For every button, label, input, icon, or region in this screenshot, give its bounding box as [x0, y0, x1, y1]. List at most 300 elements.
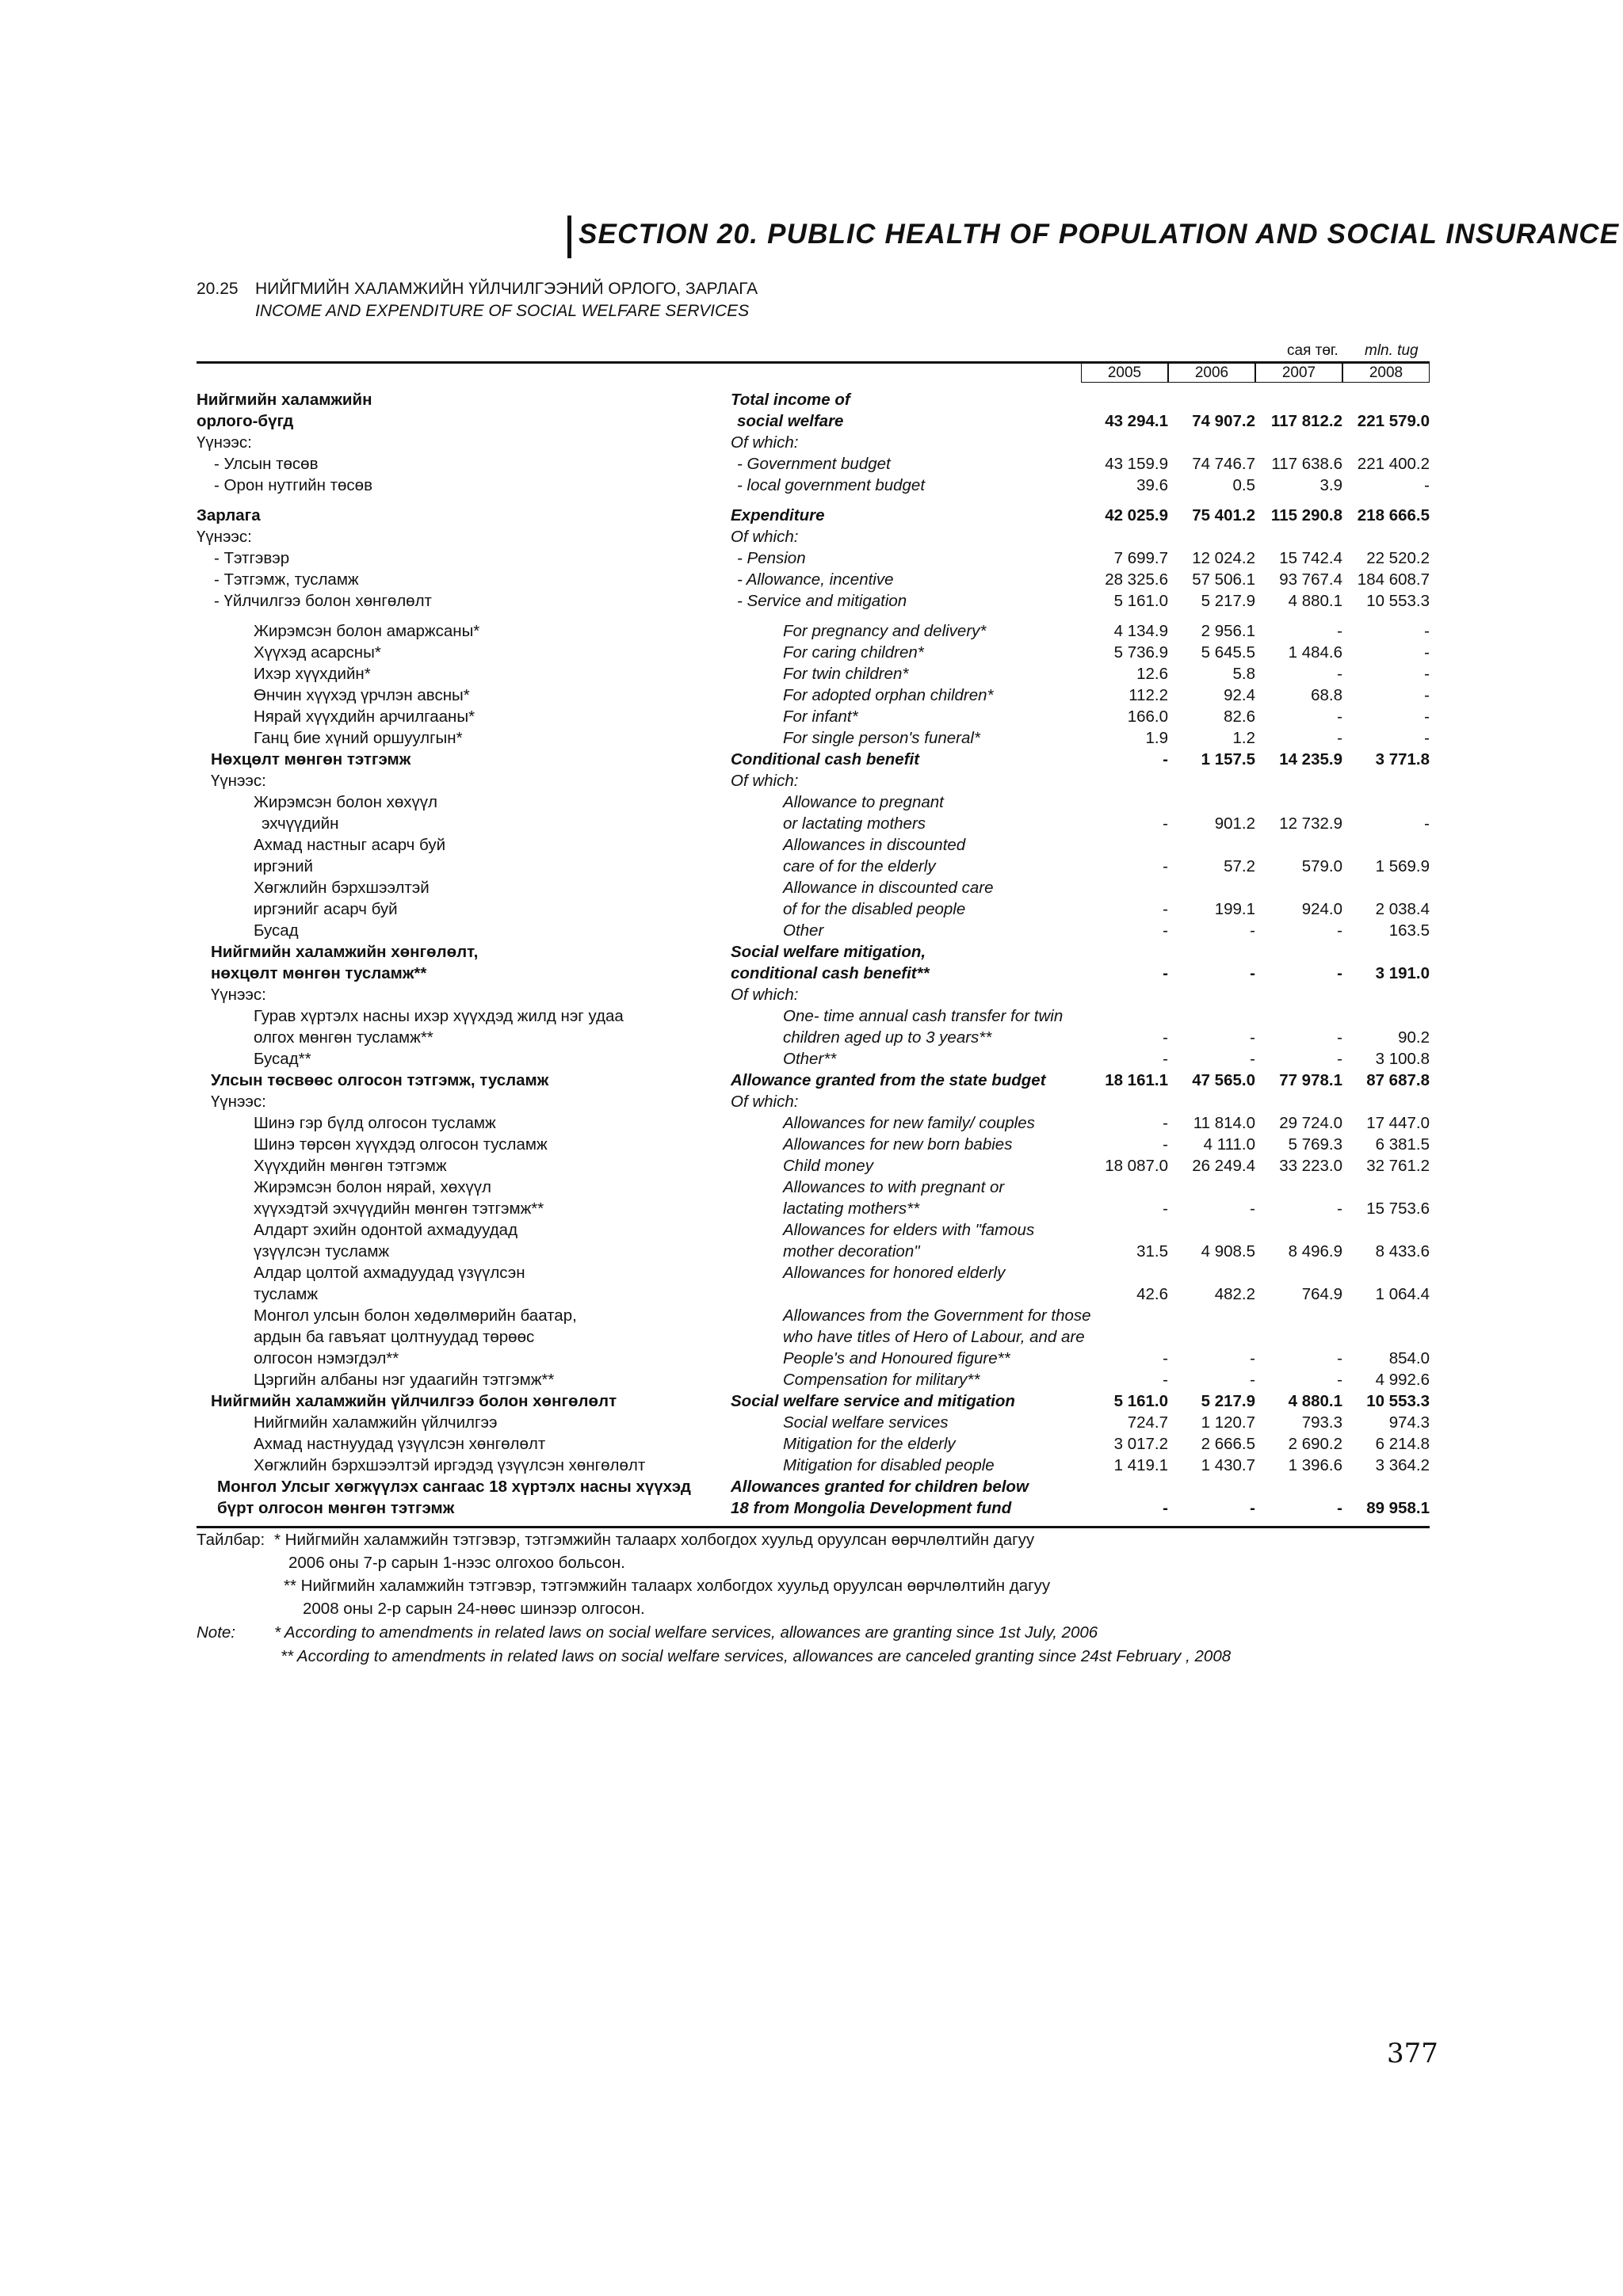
footnote-mn-1-cont: 2006 оны 7-р сарын 1-нээс олгохоо больсон. [288, 1554, 625, 1572]
value-cell-2008: 90.2 [1398, 1028, 1430, 1047]
row-label-mn: - Улсын төсөв [214, 455, 319, 473]
value-cell-2008: 15 753.6 [1366, 1199, 1430, 1218]
row-label-en: care of for the elderly [783, 857, 936, 875]
value-cell-2007: 4 880.1 [1288, 592, 1342, 610]
footnote-label-mn: Тайлбар: [197, 1531, 265, 1549]
value-cell-2005: 5 161.0 [1113, 592, 1168, 610]
value-cell-2008: 32 761.2 [1366, 1157, 1430, 1175]
year-header-cell: 2006 [1168, 364, 1255, 383]
value-cell-2007: 68.8 [1311, 686, 1342, 704]
table-row [0, 663, 1623, 685]
table-row [0, 706, 1623, 727]
value-cell-2007: 8 496.9 [1288, 1242, 1342, 1261]
value-cell-2008: 22 520.2 [1366, 549, 1430, 567]
row-label-en: Social welfare service and mitigation [731, 1392, 1015, 1410]
table-row [0, 749, 1623, 770]
table-number: 20.25 [197, 280, 239, 298]
value-cell-2005: 43 294.1 [1105, 412, 1168, 430]
row-label-mn: Жирэмсэн болон хөхүүл [254, 793, 437, 811]
row-label-mn: Монгол Улсыг хөгжүүлэх сангаас 18 хүртэлх насны хүүхэд [217, 1478, 691, 1496]
table-row [0, 1027, 1623, 1048]
table-row [0, 941, 1623, 963]
value-cell-2008: 3 364.2 [1375, 1456, 1430, 1474]
value-cell-2008: 3 100.8 [1375, 1050, 1430, 1068]
value-cell-2005: 1 419.1 [1113, 1456, 1168, 1474]
value-cell-2006: 4 908.5 [1201, 1242, 1255, 1261]
row-label-en: Allowances for new family/ couples [783, 1114, 1035, 1132]
value-cell-2006: 74 746.7 [1192, 455, 1255, 473]
table-row [0, 1497, 1623, 1519]
row-label-en: Social welfare services [783, 1413, 949, 1432]
year-header-cell: 2008 [1342, 364, 1430, 383]
row-label-en: Compensation for military** [783, 1371, 980, 1389]
row-label-mn: тусламж [254, 1285, 319, 1303]
row-label-en: who have titles of Hero of Labour, and are [783, 1328, 1085, 1346]
row-label-mn: Гурав хүртэлх насны ихэр хүүхдэд жилд нэг удаа [254, 1007, 624, 1025]
value-cell-2008: - [1424, 643, 1430, 662]
row-label-mn: олгосон нэмэгдэл** [254, 1349, 399, 1367]
row-label-en: Allowance in discounted care [783, 879, 994, 897]
value-cell-2007: 117 812.2 [1270, 412, 1342, 430]
value-cell-2006: 199.1 [1214, 900, 1255, 918]
row-label-mn: Өнчин хүүхэд үрчлэн авсны* [254, 686, 470, 704]
value-cell-2007: 93 767.4 [1279, 570, 1342, 589]
row-label-en: Allowances for new born babies [783, 1135, 1013, 1154]
value-cell-2007: 579.0 [1301, 857, 1342, 875]
table-row [0, 1476, 1623, 1497]
row-label-mn: - Орон нутгийн төсөв [214, 476, 372, 494]
table-row [0, 1433, 1623, 1455]
footnote-mn-2: ** Нийгмийн халамжийн тэтгэвэр, тэтгэмжийн талаарх холбогдох хуульд оруулсан өөрчлөлтийн дагуу [284, 1577, 1051, 1595]
row-label-mn: орлого-бүгд [197, 412, 294, 430]
value-cell-2005: - [1163, 1028, 1168, 1047]
table-row [0, 1283, 1623, 1305]
table-row [0, 642, 1623, 663]
value-cell-2006: 11 814.0 [1193, 1114, 1255, 1132]
value-cell-2006: 75 401.2 [1192, 506, 1255, 524]
table-row [0, 410, 1623, 432]
value-cell-2008: 3 771.8 [1375, 750, 1430, 769]
row-label-mn: олгох мөнгөн тусламж** [254, 1028, 433, 1047]
value-cell-2006: 4 111.0 [1203, 1135, 1255, 1154]
value-cell-2006: 1.2 [1232, 729, 1255, 747]
table-row [0, 1305, 1623, 1326]
row-label-en: For adopted orphan children* [783, 686, 994, 704]
value-cell-2007: - [1337, 921, 1342, 940]
value-cell-2005: - [1163, 1371, 1168, 1389]
row-label-mn: Нярай хүүхдийн арчилгааны* [254, 707, 475, 726]
value-cell-2008: 10 553.3 [1366, 592, 1430, 610]
row-label-mn: Бусад** [254, 1050, 311, 1068]
row-label-en: For single person's funeral* [783, 729, 980, 747]
value-cell-2007: - [1337, 1349, 1342, 1367]
row-label-en: - Service and mitigation [737, 592, 907, 610]
table-row [0, 898, 1623, 920]
value-cell-2006: 5 645.5 [1201, 643, 1255, 662]
row-label-en: For pregnancy and delivery* [783, 622, 987, 640]
value-cell-2005: - [1163, 857, 1168, 875]
table-row [0, 526, 1623, 547]
value-cell-2005: 18 087.0 [1105, 1157, 1168, 1175]
row-label-en: Other [783, 921, 824, 940]
value-cell-2007: - [1337, 707, 1342, 726]
row-label-mn: Хүүхэд асарсны* [254, 643, 381, 662]
value-cell-2007: - [1337, 1371, 1342, 1389]
value-cell-2006: 2 956.1 [1201, 622, 1255, 640]
value-cell-2006: 5 217.9 [1201, 1392, 1255, 1410]
row-label-en: Of which: [731, 433, 799, 452]
value-cell-2008: 6 214.8 [1375, 1435, 1430, 1453]
row-label-mn: Үүнээс: [211, 986, 266, 1004]
value-cell-2007: 29 724.0 [1279, 1114, 1342, 1132]
value-cell-2006: - [1250, 1499, 1255, 1517]
value-cell-2008: 87 687.8 [1366, 1071, 1430, 1089]
row-label-en: Conditional cash benefit [731, 750, 920, 769]
row-label-mn: Бусад [254, 921, 299, 940]
value-cell-2005: 3 017.2 [1113, 1435, 1168, 1453]
table-row [0, 877, 1623, 898]
table-row [0, 590, 1623, 612]
value-cell-2007: 77 978.1 [1279, 1071, 1342, 1089]
row-label-mn: Нөхцөлт мөнгөн тэтгэмж [211, 750, 411, 769]
value-cell-2005: 28 325.6 [1105, 570, 1168, 589]
value-cell-2007: 14 235.9 [1279, 750, 1342, 769]
row-label-en: Allowances in discounted [783, 836, 966, 854]
table-row [0, 1348, 1623, 1369]
value-cell-2007: - [1337, 1028, 1342, 1047]
row-label-mn: Үүнээс: [211, 1093, 266, 1111]
row-label-en: lactating mothers** [783, 1199, 920, 1218]
row-label-en: 18 from Mongolia Development fund [731, 1499, 1012, 1517]
value-cell-2005: 7 699.7 [1113, 549, 1168, 567]
table-title-mn: НИЙГМИЙН ХАЛАМЖИЙН ҮЙЛЧИЛГЭЭНИЙ ОРЛОГО, ЗАРЛАГА [255, 280, 758, 298]
value-cell-2007: - [1337, 665, 1342, 683]
value-cell-2008: 218 666.5 [1357, 506, 1430, 524]
footnote-label-en: Note: [197, 1623, 235, 1642]
table-row [0, 920, 1623, 941]
row-label-mn: Улсын төсвөөс олгосон тэтгэмж, тусламж [211, 1071, 549, 1089]
table-row [0, 1390, 1623, 1412]
value-cell-2005: 42.6 [1136, 1285, 1168, 1303]
value-cell-2006: 5 217.9 [1201, 592, 1255, 610]
value-cell-2006: - [1250, 1371, 1255, 1389]
value-cell-2005: 42 025.9 [1105, 506, 1168, 524]
value-cell-2005: 5 161.0 [1113, 1392, 1168, 1410]
value-cell-2008: 1 064.4 [1375, 1285, 1430, 1303]
row-label-en: - Pension [737, 549, 806, 567]
value-cell-2007: - [1337, 1050, 1342, 1068]
row-label-mn: Нийгмийн халамжийн үйлчилгээ болон хөнгөлөлт [211, 1392, 617, 1410]
row-label-en: - Government budget [737, 455, 891, 473]
value-cell-2008: 1 569.9 [1375, 857, 1430, 875]
value-cell-2007: - [1337, 729, 1342, 747]
value-cell-2007: 2 690.2 [1288, 1435, 1342, 1453]
row-label-mn: Нийгмийн халамжийн [197, 391, 372, 409]
table-bottom-rule [197, 1526, 1430, 1528]
value-cell-2008: 6 381.5 [1375, 1135, 1430, 1154]
value-cell-2006: 92.4 [1224, 686, 1255, 704]
value-cell-2005: - [1163, 750, 1168, 769]
value-cell-2008: 4 992.6 [1375, 1371, 1430, 1389]
table-row [0, 685, 1623, 706]
value-cell-2006: - [1250, 1349, 1255, 1367]
value-cell-2006: 482.2 [1214, 1285, 1255, 1303]
table-row [0, 569, 1623, 590]
footnote-mn-2-cont: 2008 оны 2-р сарын 24-нөөс шинээр олгосон. [303, 1600, 645, 1618]
value-cell-2006: 5.8 [1232, 665, 1255, 683]
row-label-mn: - Тэтгэмж, тусламж [214, 570, 359, 589]
row-label-mn: Үүнээс: [197, 433, 252, 452]
row-label-en: People's and Honoured figure** [783, 1349, 1010, 1367]
value-cell-2006: - [1250, 1050, 1255, 1068]
value-cell-2005: - [1163, 964, 1168, 982]
value-cell-2005: - [1163, 1114, 1168, 1132]
value-cell-2007: - [1337, 622, 1342, 640]
value-cell-2005: - [1163, 900, 1168, 918]
table-title-en: INCOME AND EXPENDITURE OF SOCIAL WELFARE SERVICES [255, 302, 750, 320]
value-cell-2006: - [1250, 1028, 1255, 1047]
value-cell-2008: 8 433.6 [1375, 1242, 1430, 1261]
footnote-en-2: ** According to amendments in related laws on social welfare services, allowances are canceled granting since 24st February , 2008 [281, 1647, 1232, 1665]
row-label-en: Allowance granted from the state budget [731, 1071, 1046, 1089]
value-cell-2006: 12 024.2 [1192, 549, 1255, 567]
value-cell-2006: 74 907.2 [1192, 412, 1255, 430]
table-row [0, 1198, 1623, 1219]
row-label-mn: Ганц бие хүний оршуулгын* [254, 729, 463, 747]
value-cell-2005: 112.2 [1128, 686, 1168, 704]
value-cell-2008: - [1424, 707, 1430, 726]
value-cell-2007: - [1337, 1499, 1342, 1517]
row-label-en: Allowance to pregnant [783, 793, 944, 811]
value-cell-2007: 5 769.3 [1288, 1135, 1342, 1154]
row-label-en: Allowances to with pregnant or [783, 1178, 1005, 1196]
value-cell-2006: 57 506.1 [1192, 570, 1255, 589]
row-label-mn: Шинэ гэр бүлд олгосон тусламж [254, 1114, 496, 1132]
row-label-en: Allowances for honored elderly [783, 1264, 1006, 1282]
row-label-mn: нөхцөлт мөнгөн тусламж** [211, 964, 427, 982]
value-cell-2007: 764.9 [1301, 1285, 1342, 1303]
table-row [0, 1091, 1623, 1112]
row-label-mn: Ихэр хүүхдийн* [254, 665, 371, 683]
table-row [0, 475, 1623, 496]
table-row [0, 389, 1623, 410]
table-row [0, 1177, 1623, 1198]
value-cell-2005: 39.6 [1136, 476, 1168, 494]
value-cell-2006: - [1250, 921, 1255, 940]
unit-label-en: mln. tug [1365, 342, 1419, 359]
row-label-en: Total income of [731, 391, 850, 409]
value-cell-2005: - [1163, 1050, 1168, 1068]
value-cell-2005: 724.7 [1127, 1413, 1168, 1432]
value-cell-2008: 163.5 [1388, 921, 1430, 940]
value-cell-2006: 2 666.5 [1201, 1435, 1255, 1453]
table-row [0, 432, 1623, 453]
row-label-mn: эхчүүдийн [262, 814, 339, 833]
value-cell-2007: 33 223.0 [1279, 1157, 1342, 1175]
row-label-en: For infant* [783, 707, 858, 726]
row-label-mn: Монгол улсын болон хөдөлмөрийн баатар, [254, 1306, 577, 1325]
year-header-cell: 2005 [1081, 364, 1168, 383]
value-cell-2005: 18 161.1 [1105, 1071, 1168, 1089]
table-row [0, 770, 1623, 791]
value-cell-2005: - [1163, 1135, 1168, 1154]
row-label-mn: Алдар цолтой ахмадуудад үзүүлсэн [254, 1264, 525, 1282]
table-row [0, 1369, 1623, 1390]
table-row [0, 1455, 1623, 1476]
table-row [0, 1412, 1623, 1433]
row-label-en: conditional cash benefit** [731, 964, 930, 982]
value-cell-2007: 1 396.6 [1288, 1456, 1342, 1474]
row-label-mn: - Тэтгэвэр [214, 549, 290, 567]
value-cell-2006: 47 565.0 [1192, 1071, 1255, 1089]
row-label-en: Allowances from the Government for those [783, 1306, 1091, 1325]
table-row [0, 1326, 1623, 1348]
value-cell-2005: - [1163, 814, 1168, 833]
table-row [0, 1070, 1623, 1091]
table-row [0, 620, 1623, 642]
row-label-mn: Шинэ төрсөн хүүхдэд олгосон тусламж [254, 1135, 548, 1154]
row-label-mn: Зарлага [197, 506, 261, 524]
row-label-en: One- time annual cash transfer for twin [783, 1007, 1064, 1025]
row-label-mn: Хүүхдийн мөнгөн тэтгэмж [254, 1157, 447, 1175]
row-label-mn: Ахмад настнуудад үзүүлсэн хөнгөлөлт [254, 1435, 546, 1453]
row-label-mn: Хөгжлийн бэрхшээлтэй иргэдэд үзүүлсэн хөнгөлөлт [254, 1456, 646, 1474]
row-label-en: Social welfare mitigation, [731, 943, 926, 961]
row-label-mn: Үүнээс: [197, 528, 252, 546]
value-cell-2007: 793.3 [1301, 1413, 1342, 1432]
page-number: 377 [1387, 2038, 1438, 2069]
value-cell-2007: - [1337, 1199, 1342, 1218]
value-cell-2005: 43 159.9 [1105, 455, 1168, 473]
table-row [0, 963, 1623, 984]
value-cell-2008: 10 553.3 [1366, 1392, 1430, 1410]
table-row [0, 1241, 1623, 1262]
value-cell-2008: - [1424, 814, 1430, 833]
row-label-mn: Хөгжлийн бэрхшээлтэй [254, 879, 430, 897]
value-cell-2005: - [1163, 1199, 1168, 1218]
value-cell-2008: - [1424, 665, 1430, 683]
row-label-mn: үзүүлсэн тусламж [254, 1242, 390, 1261]
value-cell-2008: 3 191.0 [1375, 964, 1430, 982]
value-cell-2005: 31.5 [1136, 1242, 1168, 1261]
value-cell-2006: 1 430.7 [1201, 1456, 1255, 1474]
footnote-en-1: * According to amendments in related laws on social welfare services, allowances are granting since 1st July, 2006 [274, 1623, 1098, 1642]
value-cell-2006: 57.2 [1224, 857, 1255, 875]
table-row [0, 727, 1623, 749]
value-cell-2007: 1 484.6 [1288, 643, 1342, 662]
row-label-en: Of which: [731, 1093, 799, 1111]
row-label-mn: ардын ба гавъяат цолтнуудад төрөөс [254, 1328, 535, 1346]
table-row [0, 984, 1623, 1005]
row-label-en: Expenditure [731, 506, 825, 524]
value-cell-2005: 166.0 [1127, 707, 1168, 726]
value-cell-2006: - [1250, 1199, 1255, 1218]
value-cell-2006: 0.5 [1232, 476, 1255, 494]
value-cell-2008: - [1424, 476, 1430, 494]
table-row [0, 856, 1623, 877]
row-label-mn: Нийгмийн халамжийн хөнгөлөлт, [211, 943, 479, 961]
value-cell-2007: 4 880.1 [1288, 1392, 1342, 1410]
value-cell-2008: - [1424, 686, 1430, 704]
row-label-en: Mitigation for disabled people [783, 1456, 995, 1474]
row-label-mn: Ахмад настныг асарч буй [254, 836, 446, 854]
value-cell-2008: 974.3 [1388, 1413, 1430, 1432]
row-label-en: Mitigation for the elderly [783, 1435, 956, 1453]
value-cell-2007: 924.0 [1301, 900, 1342, 918]
row-label-mn: - Үйлчилгээ болон хөнгөлөлт [214, 592, 432, 610]
value-cell-2007: 3.9 [1319, 476, 1342, 494]
value-cell-2007: 115 290.8 [1270, 506, 1342, 524]
value-cell-2008: 854.0 [1388, 1349, 1430, 1367]
row-label-mn: Нийгмийн халамжийн үйлчилгээ [254, 1413, 498, 1432]
value-cell-2006: 1 120.7 [1201, 1413, 1255, 1432]
row-label-en: For twin children* [783, 665, 909, 683]
value-cell-2005: - [1163, 1499, 1168, 1517]
row-label-en: of for the disabled people [783, 900, 966, 918]
value-cell-2008: - [1424, 622, 1430, 640]
row-label-en: For caring children* [783, 643, 924, 662]
row-label-en: - Allowance, incentive [737, 570, 894, 589]
table-row [0, 1134, 1623, 1155]
value-cell-2005: 4 134.9 [1113, 622, 1168, 640]
table-row [0, 1112, 1623, 1134]
section-title: SECTION 20. PUBLIC HEALTH OF POPULATION AND SOCIAL INSURANCE [579, 219, 1620, 250]
table-row [0, 791, 1623, 813]
row-label-en: Allowances for elders with "famous [783, 1221, 1035, 1239]
value-cell-2008: 89 958.1 [1366, 1499, 1430, 1517]
row-label-mn: Жирэмсэн болон нярай, хөхүүл [254, 1178, 492, 1196]
value-cell-2006: 26 249.4 [1192, 1157, 1255, 1175]
value-cell-2005: 1.9 [1145, 729, 1168, 747]
value-cell-2006: - [1250, 964, 1255, 982]
row-label-mn: бүрт олгосон мөнгөн тэтгэмж [217, 1499, 455, 1517]
year-header-cell: 2007 [1255, 364, 1342, 383]
row-label-en: Of which: [731, 528, 799, 546]
value-cell-2006: 82.6 [1224, 707, 1255, 726]
row-label-mn: хүүхэдтэй эхчүүдийн мөнгөн тэтгэмж** [254, 1199, 544, 1218]
row-label-en: Other** [783, 1050, 837, 1068]
row-label-en: Child money [783, 1157, 873, 1175]
value-cell-2007: - [1337, 964, 1342, 982]
row-label-mn: Алдарт эхийн одонтой ахмадуудад [254, 1221, 518, 1239]
value-cell-2005: - [1163, 921, 1168, 940]
row-label-mn: Жирэмсэн болон амаржсаны* [254, 622, 480, 640]
row-label-en: Of which: [731, 772, 799, 790]
table-row [0, 813, 1623, 834]
table-row [0, 1155, 1623, 1177]
row-label-mn: иргэний [254, 857, 314, 875]
value-cell-2006: 901.2 [1214, 814, 1255, 833]
value-cell-2007: 117 638.6 [1271, 455, 1342, 473]
row-label-en: or lactating mothers [783, 814, 926, 833]
table-row [0, 1005, 1623, 1027]
value-cell-2008: 2 038.4 [1375, 900, 1430, 918]
value-cell-2005: 12.6 [1136, 665, 1168, 683]
table-row [0, 834, 1623, 856]
row-label-mn: Үүнээс: [211, 772, 266, 790]
row-label-en: social welfare [737, 412, 844, 430]
table-row [0, 1262, 1623, 1283]
table-row [0, 547, 1623, 569]
value-cell-2005: 5 736.9 [1113, 643, 1168, 662]
value-cell-2007: 12 732.9 [1279, 814, 1342, 833]
table-row [0, 1219, 1623, 1241]
table-row [0, 1048, 1623, 1070]
row-label-en: Of which: [731, 986, 799, 1004]
value-cell-2007: 15 742.4 [1279, 549, 1342, 567]
table-row [0, 453, 1623, 475]
row-label-en: children aged up to 3 years** [783, 1028, 992, 1047]
